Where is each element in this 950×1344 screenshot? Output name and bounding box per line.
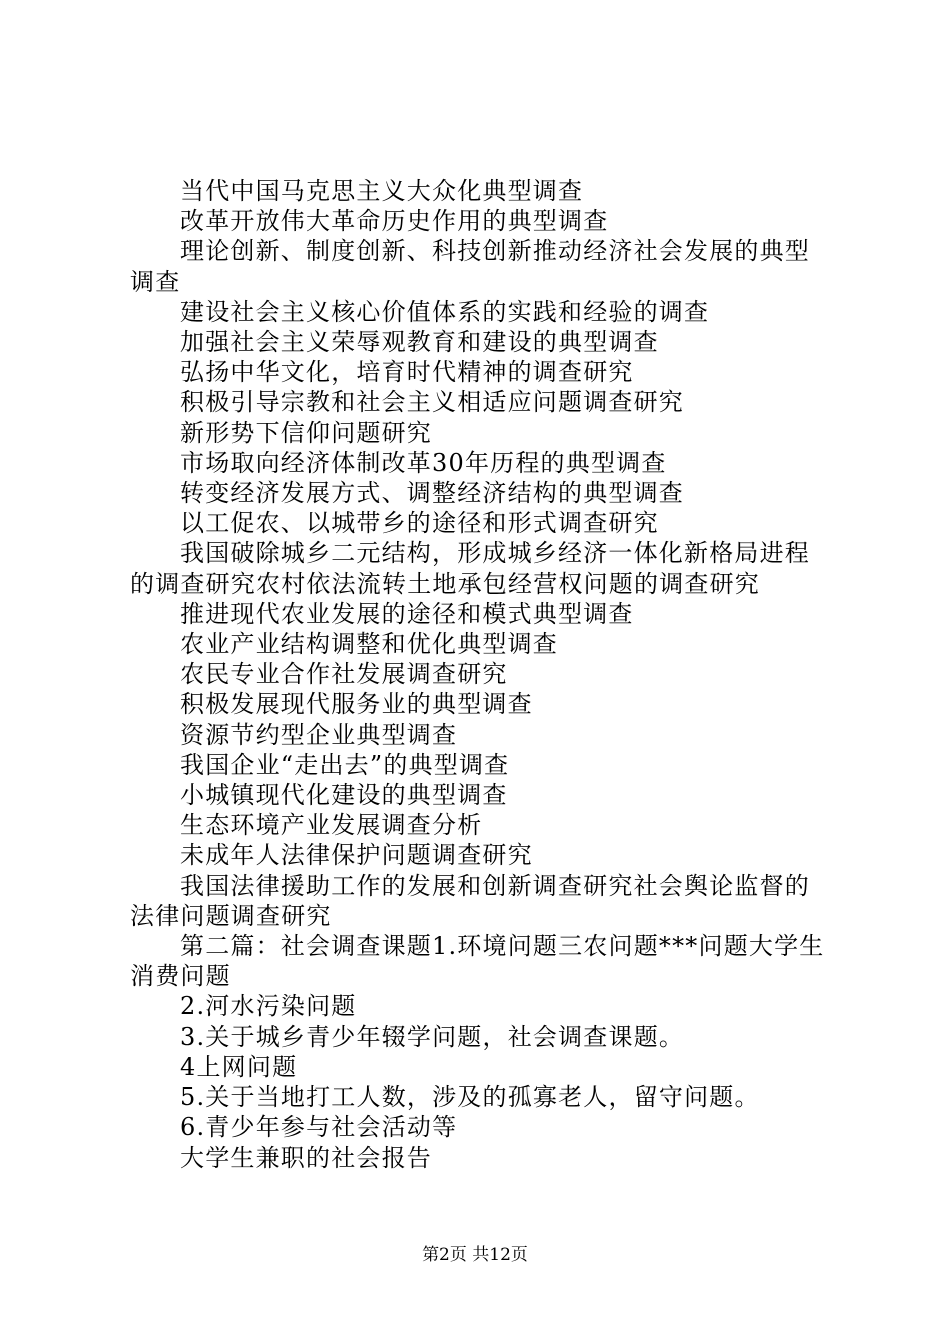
paragraph: 市场取向经济体制改革30年历程的典型调查 [180,448,667,477]
paragraph: 当代中国马克思主义大众化典型调查 [180,177,584,205]
paragraph: 6.青少年参与社会活动等 [180,1113,458,1142]
paragraph: 小城镇现代化建设的典型调查 [180,781,508,810]
paragraph: 2.河水污染问题 [180,992,357,1021]
paragraph: 第二篇：社会调查课题1.环境问题三农问题***问题大学生消费问题 [130,932,825,991]
paragraph: 4上网问题 [180,1052,298,1081]
paragraph: 新形势下信仰问题研究 [180,418,432,447]
paragraph: 建设社会主义核心价值体系的实践和经验的调查 [180,297,710,326]
paragraph: 推进现代农业发展的途径和模式典型调查 [180,599,634,628]
paragraph: 我国法律援助工作的发展和创新调查研究社会舆论监督的法律问题调查研究 [130,871,810,930]
paragraph: 大学生兼职的社会报告 [180,1143,432,1172]
paragraph: 以工促农、以城带乡的途径和形式调查研究 [180,509,659,538]
paragraph: 改革开放伟大革命历史作用的典型调查 [180,207,609,236]
page-number-footer: 第2页 共12页 [422,1245,528,1265]
paragraph: 3.关于城乡青少年辍学问题，社会调查课题。 [180,1022,685,1051]
paragraph: 农民专业合作社发展调查研究 [180,660,508,689]
paragraph: 我国企业“走出去”的典型调查 [180,750,510,779]
paragraph: 农业产业结构调整和优化典型调查 [180,630,558,659]
document-body [130,176,832,1173]
paragraph: 生态环境产业发展调查分析 [180,811,483,840]
paragraph: 我国破除城乡二元结构，形成城乡经济一体化新格局进程的调查研究农村依法流转土地承包经营权问题的调查研究 [130,539,810,598]
paragraph: 理论创新、制度创新、科技创新推动经济社会发展的典型调查 [130,237,810,296]
paragraph: 转变经济发展方式、调整经济结构的典型调查 [180,479,684,508]
paragraph: 积极发展现代服务业的典型调查 [180,690,533,719]
paragraph: 积极引导宗教和社会主义相适应问题调查研究 [180,388,684,417]
paragraph: 弘扬中华文化，培育时代精神的调查研究 [180,358,634,387]
paragraph: 资源节约型企业典型调查 [180,720,458,749]
paragraph: 5.关于当地打工人数，涉及的孤寡老人，留守问题。 [180,1083,760,1112]
paragraph: 未成年人法律保护问题调查研究 [180,841,533,870]
paragraph: 加强社会主义荣辱观教育和建设的典型调查 [180,328,659,357]
